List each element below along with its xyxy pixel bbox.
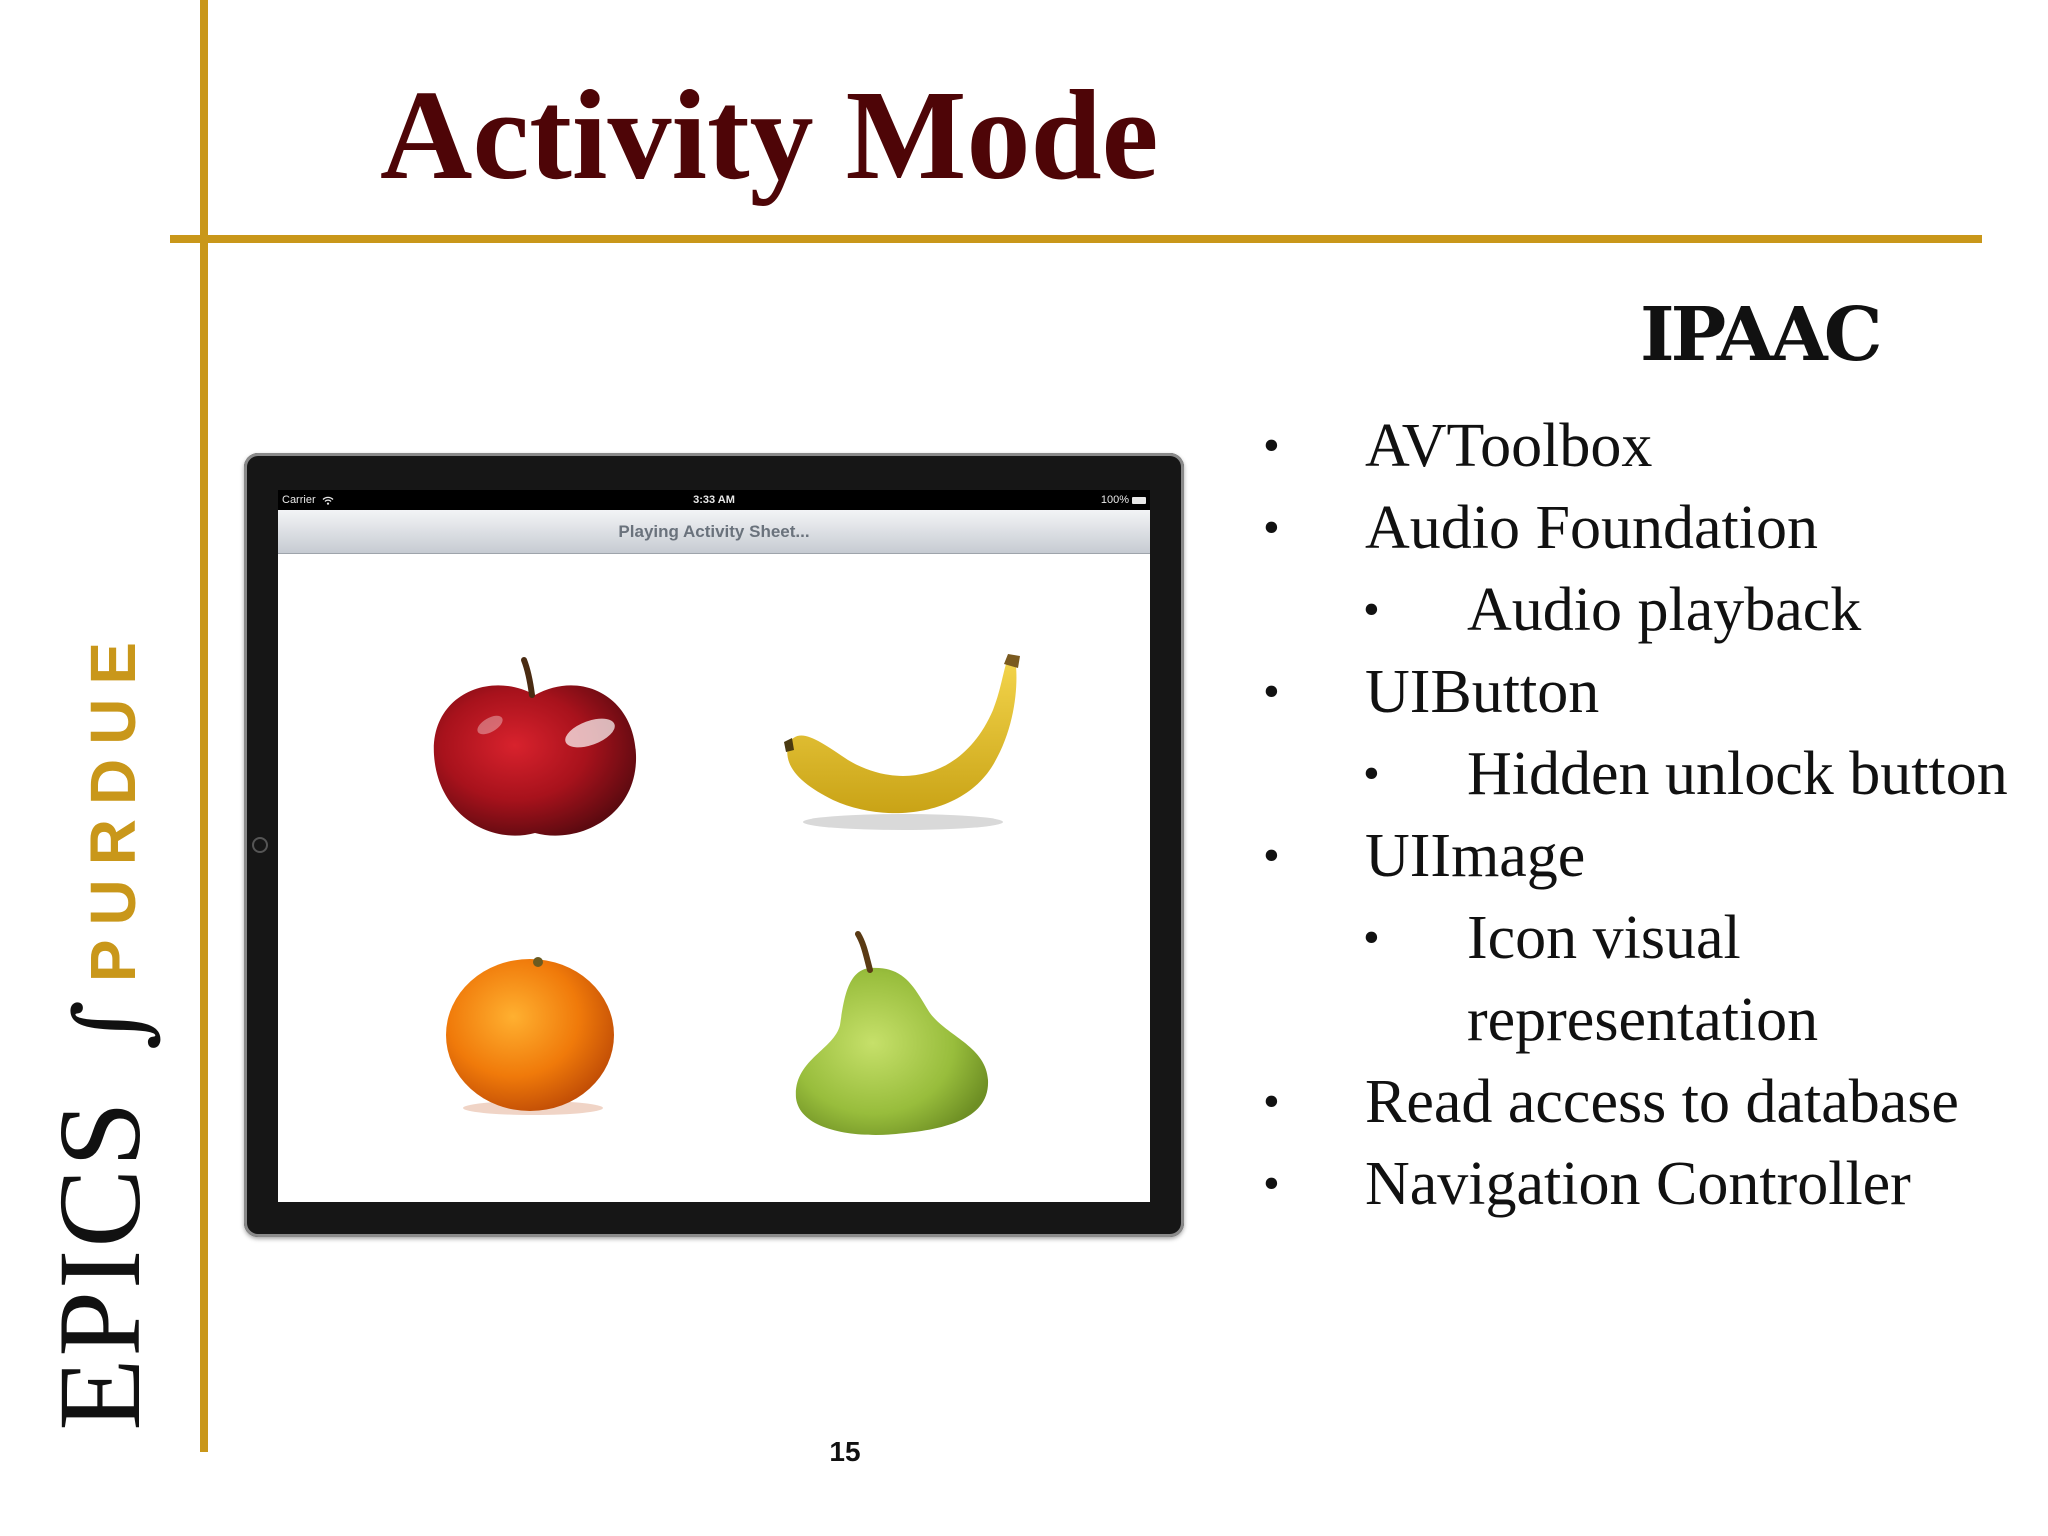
bullet-item: [1255, 487, 2048, 569]
ipad-screen: [278, 490, 1150, 1202]
horizontal-gold-rule: [170, 235, 1982, 243]
status-battery: 100%: [1101, 490, 1146, 510]
bullet-text: AVToolbox: [1365, 412, 1653, 480]
home-button-icon: [252, 837, 268, 853]
bullet-icon: •: [1363, 747, 1380, 800]
bullet-text: Read access to database: [1365, 1068, 1959, 1136]
sub-bullet-item: [1255, 733, 2048, 815]
bullet-icon: •: [1363, 911, 1380, 964]
battery-icon: [1132, 497, 1146, 504]
bullet-text: Navigation Controller: [1365, 1150, 1911, 1218]
banana-button[interactable]: [778, 650, 1028, 840]
status-carrier: Carrier: [282, 490, 334, 510]
status-bar: [278, 490, 1150, 510]
bullet-text: Audio Foundation: [1365, 494, 1818, 562]
bullet-item: [1255, 651, 2048, 733]
bullet-text: UIImage: [1365, 822, 1586, 890]
bullet-text: Hidden unlock button: [1467, 740, 2008, 808]
logo-integral-mark: ∫: [54, 999, 166, 1051]
bullet-icon: •: [1263, 829, 1280, 882]
sub-bullet-item: [1255, 569, 2048, 651]
epics-purdue-logo: [34, 575, 170, 1455]
bullet-item: [1255, 1061, 2048, 1143]
pear-button[interactable]: [778, 930, 1008, 1140]
bullet-item: [1255, 1143, 2048, 1225]
orange-button[interactable]: [438, 950, 628, 1120]
status-time: 3:33 AM: [693, 494, 735, 506]
apple-button[interactable]: [420, 655, 650, 845]
ipad-screenshot: [244, 453, 1184, 1237]
bullet-icon: •: [1263, 1157, 1280, 1210]
vertical-gold-rule: [200, 0, 208, 1452]
logo-purdue-text: PURDUE: [77, 627, 149, 983]
bullet-text: Icon visual: [1467, 904, 1741, 972]
project-name: IPAAC: [1640, 292, 1879, 378]
bullet-item: [1255, 405, 2048, 487]
slide-title: Activity Mode: [380, 64, 1159, 206]
bullet-icon: •: [1263, 665, 1280, 718]
bullet-item: [1255, 815, 2048, 897]
bullet-icon: •: [1263, 501, 1280, 554]
bullet-icon: •: [1263, 419, 1280, 472]
bullet-text: UIButton: [1365, 658, 1600, 726]
navigation-bar: [278, 510, 1150, 554]
bullet-text-continuation: representation: [1467, 986, 1819, 1054]
bullet-icon: •: [1363, 583, 1380, 636]
nav-title: Playing Activity Sheet...: [618, 522, 810, 541]
page-number: 15: [829, 1436, 861, 1467]
feature-bullet-list: [1255, 405, 2048, 1225]
bullet-icon: •: [1263, 1075, 1280, 1128]
logo-epics-text: EPICS: [34, 1099, 165, 1431]
bullet-text: Audio playback: [1467, 576, 1862, 644]
sub-bullet-item: [1255, 897, 2048, 979]
